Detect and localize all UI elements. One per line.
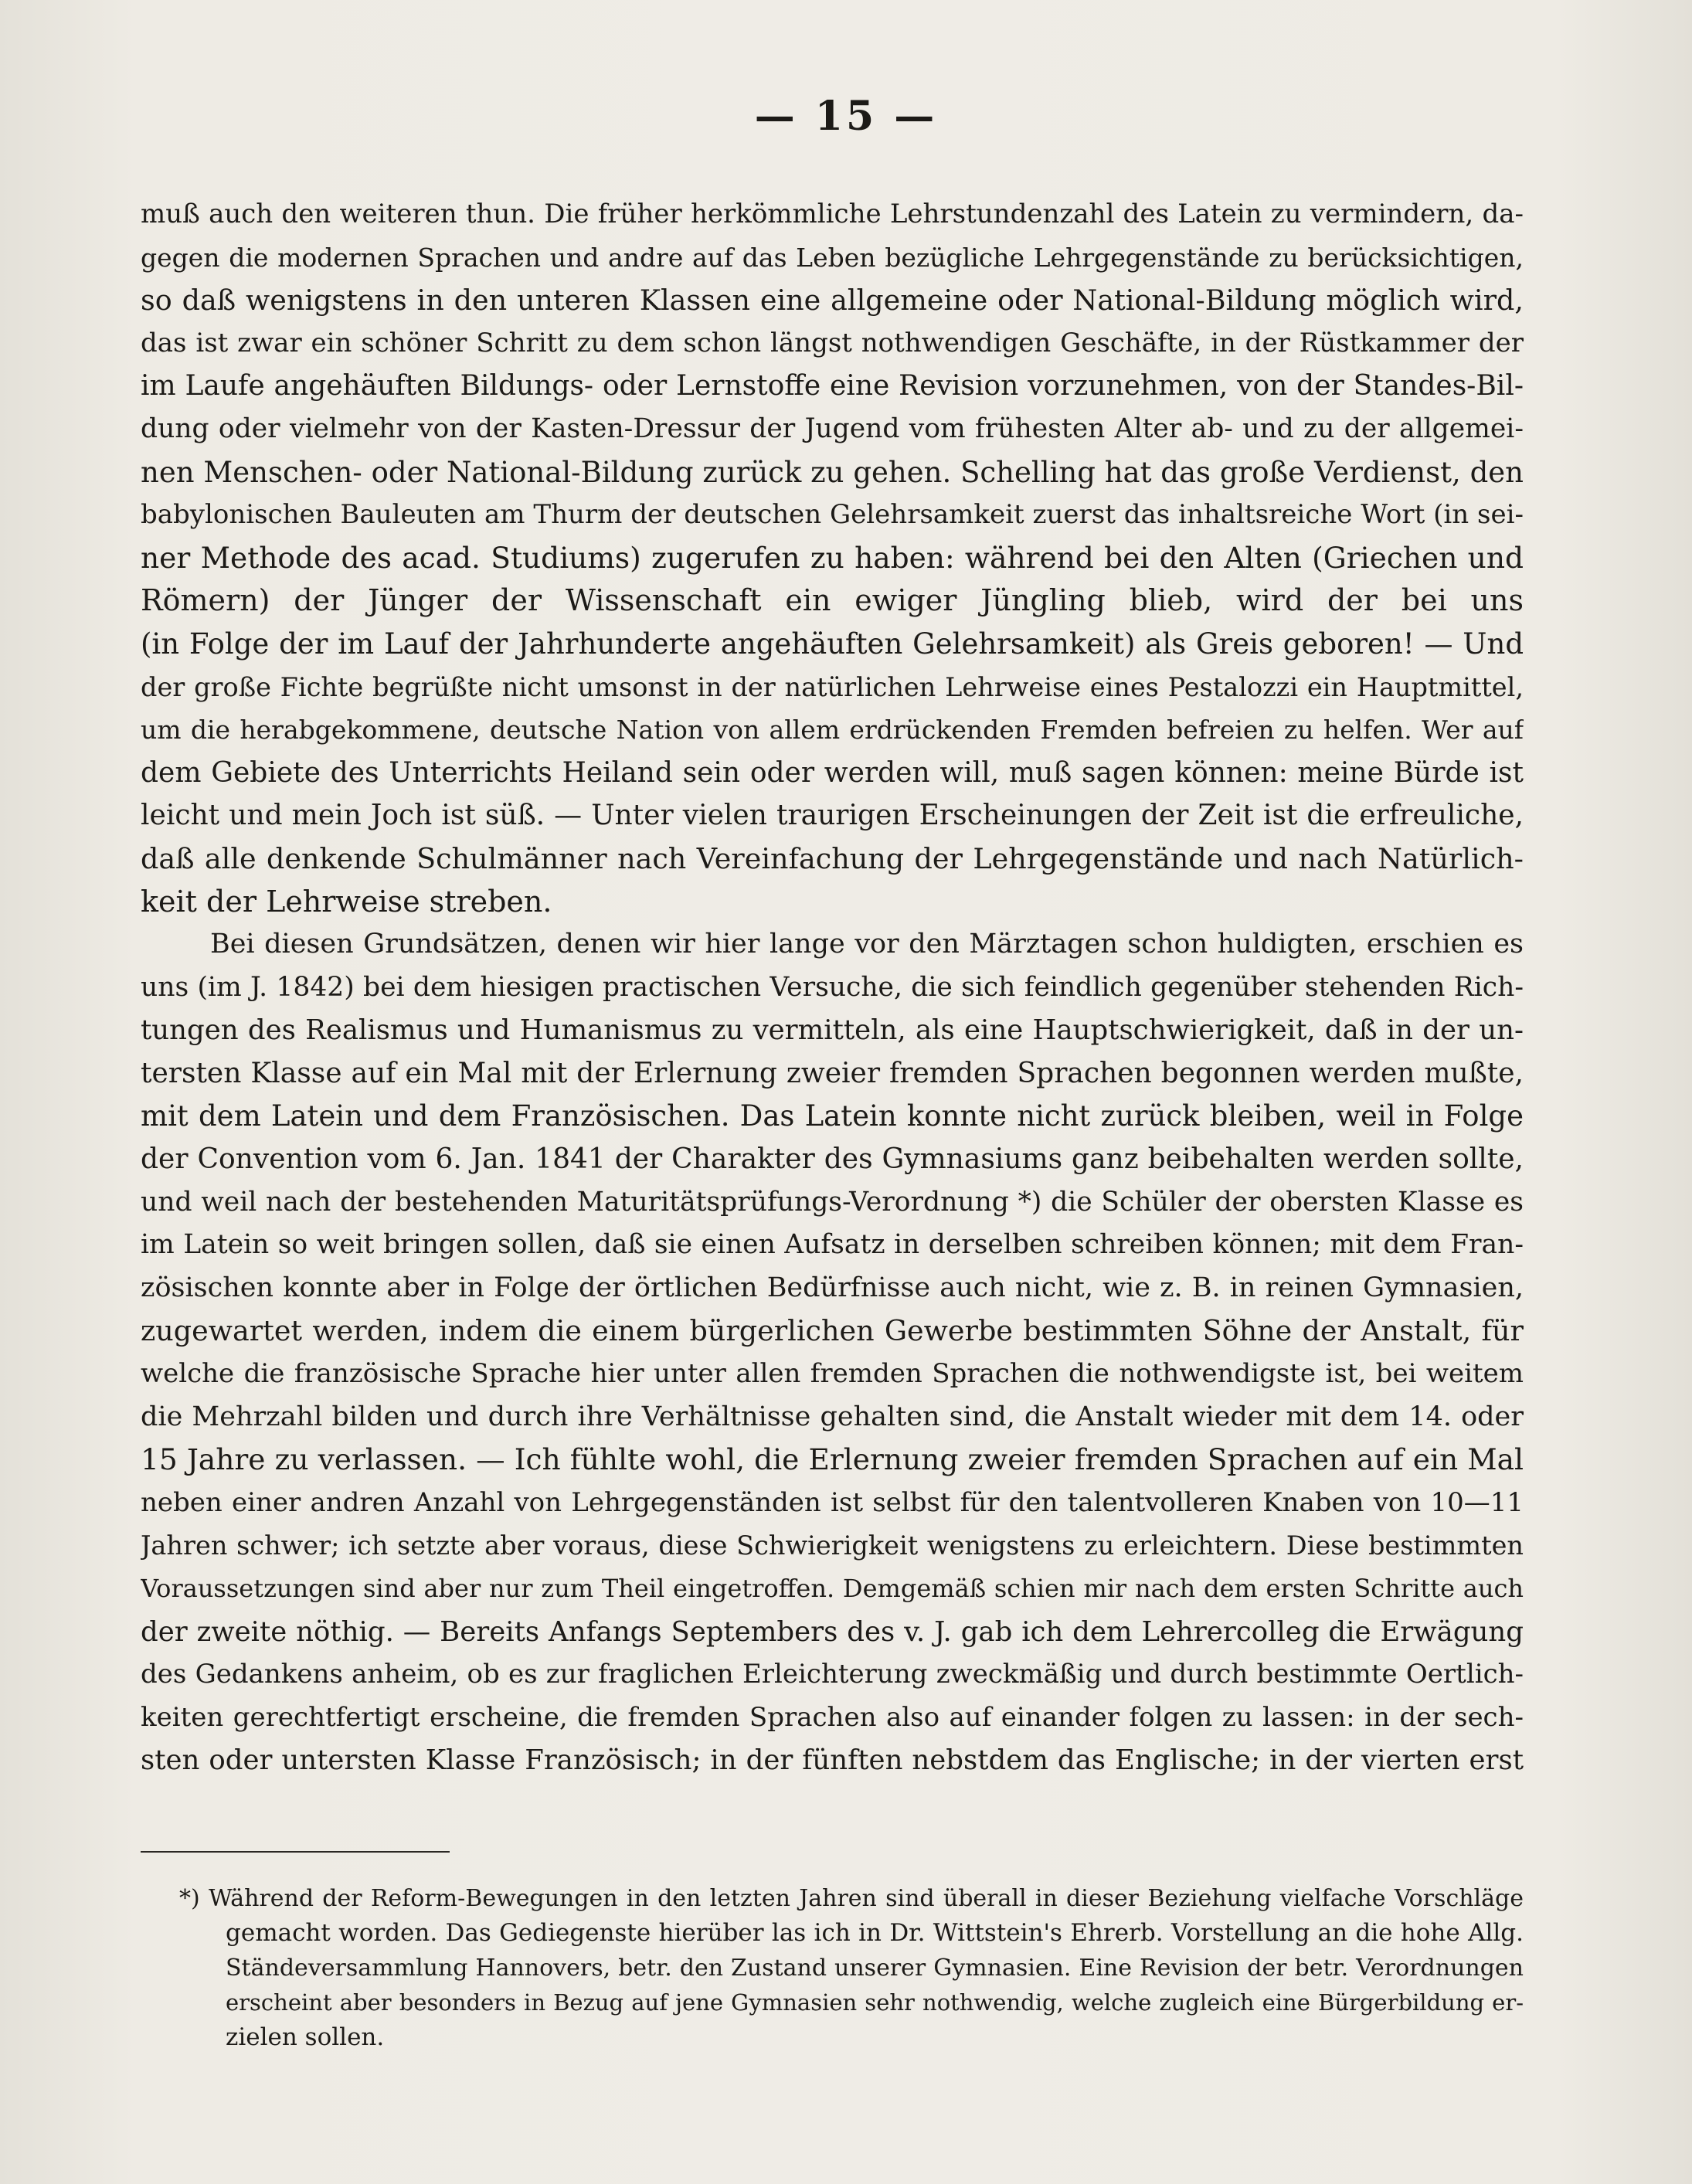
text-line: keit der Lehrweise streben. xyxy=(141,884,552,919)
text-line: muß auch den weiteren thun. Die früher herkömmliche Lehrstundenzahl des Latein zu vermindern, da- xyxy=(141,199,1524,229)
text-line: sten oder untersten Klasse Französisch; in der fünften nebstdem das Englische; in der vierten erst xyxy=(141,1744,1524,1777)
text-line: tersten Klasse auf ein Mal mit der Erlernung zweier fremden Sprachen begonnen werden mußte, xyxy=(141,1057,1524,1089)
text-line: nen Menschen- oder National-Bildung zurück zu gehen. Schelling hat das große Verdienst, den xyxy=(141,455,1524,489)
text-line: das ist zwar ein schöner Schritt zu dem schon längst nothwendigen Geschäfte, in der Rüstkammer der xyxy=(141,327,1524,358)
text-line: im Latein so weit bringen sollen, daß sie einen Aufsatz in derselben schreiben können; mit dem Fran- xyxy=(141,1229,1524,1261)
text-line: und weil nach der bestehenden Maturitätsprüfungs-Verordnung *) die Schüler der obersten Klasse es xyxy=(141,1186,1524,1218)
text-line: mit dem Latein und dem Französischen. Das Latein konnte nicht zurück bleiben, weil in Folge xyxy=(141,1099,1524,1133)
text-line: zösischen konnte aber in Folge der örtlichen Bedürfnisse auch nicht, wie z. B. in reinen Gymnasien, xyxy=(141,1272,1524,1303)
page-number: — 15 — xyxy=(754,93,938,140)
footnote-line: erscheint aber besonders in Bezug auf jene Gymnasien sehr nothwendig, welche zugleich eine Bürgerbildung er- xyxy=(226,1989,1524,2016)
text-line: Bei diesen Grundsätzen, denen wir hier lange vor den Märztagen schon huldigten, erschien es xyxy=(210,929,1524,960)
footnote-line: zielen sollen. xyxy=(226,2023,385,2051)
text-line: Römern) der Jünger der Wissenschaft ein ewiger Jüngling blieb, wird der bei uns xyxy=(141,583,1524,618)
footnote xyxy=(141,1881,1524,2055)
text-line: dung oder vielmehr von der Kasten-Dressur der Jugend vom frühesten Alter ab- und zu der allgemei- xyxy=(141,413,1524,444)
paragraph-1 xyxy=(141,193,1524,923)
text-line: daß alle denkende Schulmänner nach Vereinfachung der Lehrgegenstände und nach Natürlich- xyxy=(141,841,1524,875)
text-line: der große Fichte begrüßte nicht umsonst in der natürlichen Lehrweise eines Pestalozzi ein Hauptmittel, xyxy=(141,671,1524,702)
text-line: Jahren schwer; ich setzte aber voraus, diese Schwierigkeit wenigstens zu erleichtern. Diese bestimmten xyxy=(141,1530,1524,1561)
text-line: so daß wenigstens in den unteren Klassen eine allgemeine oder National-Bildung möglich wird, xyxy=(141,284,1524,318)
text-line: zugewartet werden, indem die einem bürgerlichen Gewerbe bestimmten Söhne der Anstalt, für xyxy=(141,1314,1524,1348)
footnote-line: *) Während der Reform-Bewegungen in den letzten Jahren sind überall in dieser Beziehung vielfache Vorschläge xyxy=(179,1885,1524,1912)
text-line: gegen die modernen Sprachen und andre auf das Leben bezügliche Lehrgegenstände zu berücksichtigen, xyxy=(141,242,1524,273)
footnote-line: gemacht worden. Das Gediegenste hierüber las ich in Dr. Wittstein's Ehrerb. Vorstellung an die hohe Allg. xyxy=(226,1919,1524,1947)
text-line: Voraussetzungen sind aber nur zum Theil eingetroffen. Demgemäß schien mir nach dem ersten Schritte auch xyxy=(141,1574,1524,1603)
text-line: um die herabgekommene, deutsche Nation von allem erdrückenden Fremden befreien zu helfen. Wer auf xyxy=(141,715,1524,746)
text-line: ner Methode des acad. Studiums) zugerufen zu haben: während bei den Alten (Griechen und xyxy=(141,540,1524,575)
text-line: welche die französische Sprache hier unter allen fremden Sprachen die nothwendigste ist, bei weitem xyxy=(141,1358,1524,1390)
text-line: babylonischen Bauleuten am Thurm der deutschen Gelehrsamkeit zuerst das inhaltsreiche Wort (in sei- xyxy=(141,499,1524,531)
text-line: des Gedankens anheim, ob es zur fraglichen Erleichterung zweckmäßig und durch bestimmte Oertlich- xyxy=(141,1659,1524,1690)
text-line: leicht und mein Joch ist süß. — Unter vielen traurigen Erscheinungen der Zeit ist die erfreuliche, xyxy=(141,800,1524,832)
text-line: keiten gerechtfertigt erscheine, die fremden Sprachen also auf einander folgen zu lassen: in der sech- xyxy=(141,1701,1524,1733)
text-line: tungen des Realismus und Humanismus zu vermitteln, als eine Hauptschwierigkeit, daß in der un- xyxy=(141,1014,1524,1047)
text-line: neben einer andren Anzahl von Lehrgegenständen ist selbst für den talentvolleren Knaben von 10—11 xyxy=(141,1486,1524,1518)
main-text xyxy=(141,193,1524,1782)
footnote-line: Ständeversammlung Hannovers, betr. den Zustand unserer Gymnasien. Eine Revision der betr. Verordnungen xyxy=(226,1955,1524,1982)
text-line: 15 Jahre zu verlassen. — Ich fühlte wohl, die Erlernung zweier fremden Sprachen auf ein Mal xyxy=(141,1442,1524,1477)
text-line: der zweite nöthig. — Bereits Anfangs Septembers des v. J. gab ich dem Lehrercolleg die Erwägung xyxy=(141,1615,1524,1648)
text-line: im Laufe angehäuften Bildungs- oder Lernstoffe eine Revision vorzunehmen, von der Standes-Bil- xyxy=(141,370,1524,402)
text-line: uns (im J. 1842) bei dem hiesigen practischen Versuche, die sich feindlich gegenüber stehenden Rich- xyxy=(141,971,1524,1003)
text-line: die Mehrzahl bilden und durch ihre Verhältnisse gehalten sind, die Anstalt wieder mit dem 14. oder xyxy=(141,1401,1524,1432)
text-line: dem Gebiete des Unterrichts Heiland sein oder werden will, muß sagen können: meine Bürde ist xyxy=(141,756,1524,789)
paragraph-2 xyxy=(141,923,1524,1782)
footnote-divider xyxy=(141,1851,450,1853)
text-line: der Convention vom 6. Jan. 1841 der Charakter des Gymnasiums ganz beibehalten werden sollte, xyxy=(141,1143,1524,1176)
text-line: (in Folge der im Lauf der Jahrhunderte angehäuften Gelehrsamkeit) als Greis geboren! — Und xyxy=(141,627,1524,661)
